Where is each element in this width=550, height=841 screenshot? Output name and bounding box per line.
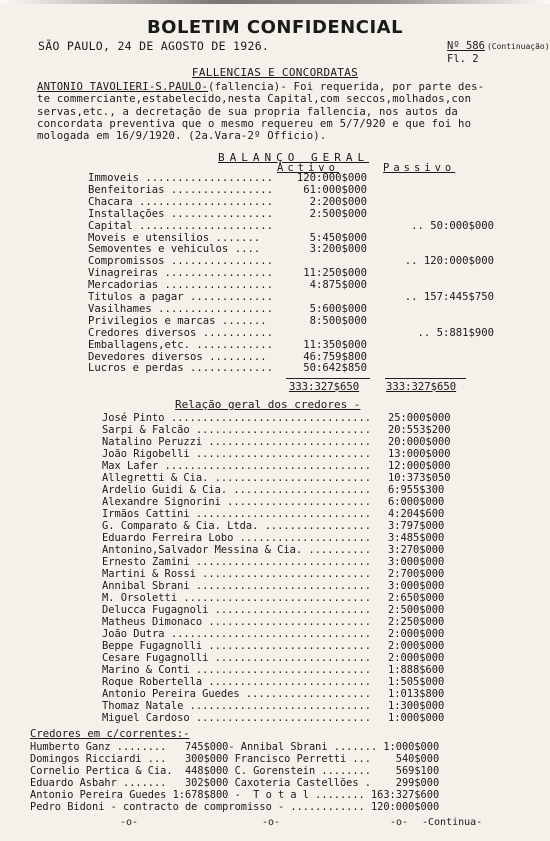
- creditor-name: Ardelio Guidi & Cia. ......................: [102, 484, 371, 496]
- creditor-name: Delucca Fugagnoli .........................: [102, 604, 371, 616]
- creditor-name: Ernesto Zamini ............................: [102, 556, 371, 568]
- activo-value: 50:642$850: [303, 362, 367, 375]
- balance-item-label: Installações ................: [88, 207, 273, 220]
- creditor-amount: 10:373$050: [388, 472, 451, 484]
- passivo-value: .. 157:445$750: [404, 291, 494, 303]
- activo-value: 46:759$800: [303, 350, 367, 363]
- creditor-amount: 20:553$200: [388, 424, 451, 436]
- passivo-value: .. 120:000$000: [404, 255, 494, 268]
- creditor-amount: 2:000$000: [388, 640, 445, 652]
- current-accounts-title: Credores em c/correntes:-: [30, 728, 190, 740]
- creditor-name: Allegretti & Cia. .........................: [102, 472, 371, 484]
- intro-line: concordata preventiva que o mesmo requereu em 5/7/920 e que foi ho: [37, 117, 472, 130]
- current-account-line: Eduardo Asbahr ....... 302$000 Caxoteria Castellões . 299$000: [30, 777, 440, 789]
- bulletin-number: Nº 586: [447, 40, 485, 52]
- creditor-amount: 2:000$000: [388, 628, 445, 640]
- creditor-amount: 2:500$000: [388, 604, 445, 616]
- balance-item-label: Moveis e utensilios .......: [88, 231, 261, 244]
- creditor-name: Sarpi & Falcão ............................: [102, 424, 371, 436]
- creditor-name: Beppe Fugagnolli ..........................: [102, 640, 371, 652]
- creditor-name: G. Comparato & Cia. Ltda. .................: [102, 520, 371, 532]
- activo-total-rule: [286, 378, 370, 379]
- balance-item-label: Credores diversos ...........: [88, 326, 273, 339]
- creditor-amount: 3:000$000: [388, 580, 445, 592]
- creditors-title: Relação geral dos credores -: [175, 398, 361, 411]
- dateline: SÃO PAULO, 24 DE AGOSTO DE 1926.: [38, 39, 270, 53]
- creditor-name: Eduardo Ferreira Lobo .....................: [102, 532, 371, 544]
- bulletin-title: BOLETIM CONFIDENCIAL: [146, 17, 404, 38]
- creditor-amount: 1:013$800: [388, 688, 445, 700]
- activo-value: 3:200$000: [309, 243, 367, 256]
- separator-mark: -o-: [262, 817, 281, 828]
- balance-item-label: Titulos a pagar .............: [88, 291, 273, 303]
- activo-value: 2:500$000: [309, 207, 367, 220]
- intro-line: te commerciante,estabelecido,nesta Capital,com seccos,molhados,con: [37, 93, 472, 106]
- activo-value: 11:250$000: [303, 267, 367, 280]
- creditor-amount: 2:000$000: [388, 652, 445, 664]
- creditor-name: Miguel Cardoso ............................: [102, 712, 371, 724]
- balance-item-label: Vasilhames ..................: [88, 302, 273, 315]
- creditor-name: Matheus Dimonaco ..........................: [102, 616, 371, 628]
- creditor-amount: 2:250$000: [388, 616, 445, 628]
- balance-item-label: Devedores diversos .........: [88, 350, 267, 363]
- scan-edge: [0, 0, 550, 4]
- activo-header: Activo: [277, 162, 339, 174]
- balance-item-label: Mercadorias .................: [88, 279, 273, 292]
- activo-total: 333:327$650: [289, 381, 360, 393]
- creditor-name: Cesare Fugagnolli .........................: [102, 652, 371, 664]
- creditor-amount: 3:797$000: [388, 520, 445, 532]
- debtor-name: ANTONIO TAVOLIERI-S.PAULO-: [37, 81, 209, 93]
- creditor-amount: 1:300$000: [388, 700, 445, 712]
- activo-value: 2:200$000: [309, 195, 367, 208]
- current-account-line: Antonio Pereira Guedes 1:678$800 - T o t a l ........ 163:327$600: [30, 789, 440, 801]
- creditor-name: José Pinto ................................: [102, 412, 371, 424]
- balance-item-label: Immoveis ....................: [88, 172, 273, 184]
- creditor-amount: 12:000$000: [388, 460, 451, 472]
- bulletin-number-box: [447, 40, 550, 65]
- activo-value: 11:350$000: [303, 338, 367, 351]
- creditor-name: Marino & Conti ............................: [102, 664, 371, 676]
- balance-item-label: Lucros e perdas .............: [88, 362, 273, 375]
- balance-item-label: Benfeitorias ................: [88, 183, 273, 196]
- balance-title: BALANÇO GERAL: [218, 151, 370, 164]
- creditor-name: Antonino,Salvador Messina & Cia. ..........: [102, 544, 371, 556]
- passivo-value: .. 50:000$000: [411, 219, 494, 232]
- creditor-amount: 2:700$000: [388, 568, 445, 580]
- creditor-name: João Rigobelli ............................: [102, 448, 371, 460]
- current-account-line: Domingos Ricciardi ... 300$000 Francisco Perretti ... 540$000: [30, 753, 440, 765]
- intro-line: (fallencia)- Foi requerida, por parte des-: [208, 81, 485, 93]
- creditor-amount: 4:204$600: [388, 508, 445, 520]
- intro-paragraph: [37, 81, 537, 142]
- creditor-name: Annibal Sbrani ............................: [102, 580, 371, 592]
- balance-item-label: Compromissos ................: [88, 255, 273, 268]
- activo-value: 120:000$000: [296, 172, 367, 184]
- continuation-note: (Continuação): [486, 42, 550, 51]
- activo-value: 5:600$000: [309, 302, 367, 315]
- balance-item-label: Capital .....................: [88, 219, 273, 232]
- balance-item-label: Chacara .....................: [88, 195, 273, 208]
- creditor-amount: 3:485$000: [388, 532, 445, 544]
- section-title: FALLENCIAS E CONCORDATAS: [191, 66, 359, 79]
- creditor-name: Natalino Peruzzi ..........................: [102, 436, 371, 448]
- balance-item-label: Emballagens,etc. ............: [88, 338, 273, 351]
- balance-item-label: Vinagreiras .................: [88, 267, 273, 280]
- creditor-amount: 6:955$300: [388, 484, 445, 496]
- activo-value: 5:450$000: [309, 231, 367, 244]
- sheet-number: Fl. 2: [447, 53, 479, 65]
- creditor-amount: 25:000$000: [388, 412, 451, 424]
- creditor-amount: 3:270$000: [388, 544, 445, 556]
- creditor-name: Max Lafer .................................: [102, 460, 371, 472]
- creditor-name: Martini & Rossi ...........................: [102, 568, 371, 580]
- passivo-value: .. 5:881$900: [417, 326, 494, 339]
- creditor-name: Antonio Pereira Guedes ....................: [102, 688, 371, 700]
- separator-mark: -o-: [390, 817, 409, 828]
- creditor-amount: 6:000$000: [388, 496, 445, 508]
- current-account-line: Pedro Bidoni - contracto de compromisso - ............ 120:000$000: [30, 801, 440, 813]
- creditor-name: Roque Robertella ..........................: [102, 676, 371, 688]
- balance-item-label: Privilegios e marcas .......: [88, 314, 267, 327]
- creditor-name: Irmãos Cattini ............................: [102, 508, 371, 520]
- creditor-name: João Dutra ................................: [102, 628, 371, 640]
- creditor-amount: 1:888$600: [388, 664, 445, 676]
- passivo-total-rule: [385, 378, 466, 379]
- intro-line: mologada em 16/9/1920. (2a.Vara-2º Officio).: [37, 130, 327, 143]
- passivo-total: 333:327$650: [386, 381, 457, 393]
- separator-mark: -o-: [120, 817, 139, 828]
- creditor-amount: 2:650$000: [388, 592, 445, 604]
- continue-note: -Continua-: [422, 817, 483, 828]
- current-account-line: Humberto Ganz ........ 745$000- Annibal Sbrani ....... 1:000$000: [30, 741, 440, 753]
- creditor-amount: 1:000$000: [388, 712, 445, 724]
- activo-value: 61:000$000: [303, 183, 367, 196]
- current-account-line: Cornelio Pertica & Cia. 448$000 C. Gorenstein ........ 569$100: [30, 765, 440, 777]
- activo-value: 4:875$000: [309, 279, 367, 292]
- balance-item-label: Semoventes e vehiculos ....: [88, 243, 261, 256]
- creditor-amount: 13:000$000: [388, 448, 451, 460]
- creditor-amount: 20:000$000: [388, 436, 451, 448]
- creditor-amount: 1:505$000: [388, 676, 445, 688]
- passivo-header: Passivo: [383, 162, 456, 174]
- intro-line: servas,etc., a decretação de sua propria fallencia, nos autos da: [37, 105, 458, 118]
- creditor-name: Alexandre Signorini .......................: [102, 496, 371, 508]
- creditor-amount: 3:000$000: [388, 556, 445, 568]
- activo-value: 8:500$000: [309, 314, 367, 327]
- creditor-name: M. Orsoletti ..............................: [102, 592, 371, 604]
- creditor-name: Thomaz Natale .............................: [102, 700, 371, 712]
